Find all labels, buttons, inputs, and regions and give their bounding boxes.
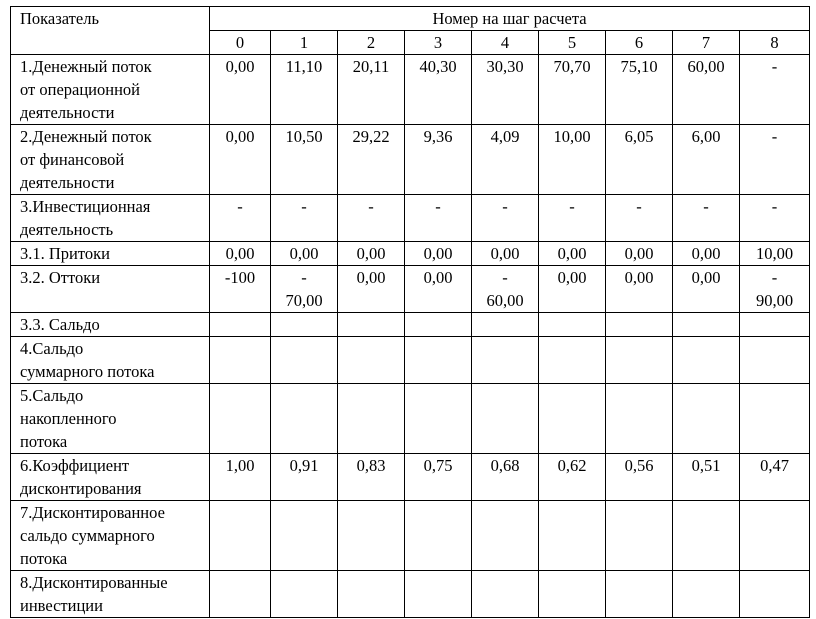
table-cell: 0,00 [271, 242, 338, 266]
row-label: 3.2. Оттоки [11, 266, 210, 313]
table-cell: - [405, 195, 472, 242]
table-cell [405, 313, 472, 337]
table-cell: 70,70 [539, 55, 606, 125]
step-header-7: 7 [673, 31, 740, 55]
table-cell: 0,83 [338, 454, 405, 501]
table-cell [472, 313, 539, 337]
table-cell [472, 501, 539, 571]
table-cell: 0,00 [338, 266, 405, 313]
table-cell [271, 501, 338, 571]
table-cell [740, 501, 810, 571]
table-cell: - [673, 195, 740, 242]
table-cell: 10,50 [271, 125, 338, 195]
table-cell: - [740, 55, 810, 125]
table-cell: - 60,00 [472, 266, 539, 313]
table-cell [539, 337, 606, 384]
table-cell: 0,00 [210, 125, 271, 195]
table-row [11, 313, 810, 337]
table-cell [210, 384, 271, 454]
table-cell [405, 384, 472, 454]
table-cell [338, 337, 405, 384]
table-cell [472, 384, 539, 454]
table-cell [539, 501, 606, 571]
table-cell: 0,00 [606, 242, 673, 266]
table-cell [606, 501, 673, 571]
table-cell: 10,00 [740, 242, 810, 266]
table-row [11, 337, 810, 384]
table-cell [338, 571, 405, 618]
row-label: 3.3. Сальдо [11, 313, 210, 337]
table-cell [673, 337, 740, 384]
table-cell [271, 337, 338, 384]
table-cell [740, 571, 810, 618]
indicator-header: Показатель [11, 7, 210, 55]
table-cell: 30,30 [472, 55, 539, 125]
table-cell [740, 384, 810, 454]
row-label: 5.Сальдо накопленного потока [11, 384, 210, 454]
table-cell [606, 571, 673, 618]
table-cell: 0,91 [271, 454, 338, 501]
table-cell [338, 501, 405, 571]
table-cell [405, 571, 472, 618]
table-cell [673, 501, 740, 571]
table-row [11, 242, 810, 266]
table-cell [539, 313, 606, 337]
step-header-5: 5 [539, 31, 606, 55]
table-cell [606, 313, 673, 337]
table-cell: - 70,00 [271, 266, 338, 313]
table-cell: - [472, 195, 539, 242]
header-row [11, 7, 810, 31]
table-cell: 9,36 [405, 125, 472, 195]
table-cell [405, 501, 472, 571]
table-cell [338, 313, 405, 337]
table-cell [740, 337, 810, 384]
table-cell [673, 571, 740, 618]
table-cell: 0,00 [405, 242, 472, 266]
step-header-8: 8 [740, 31, 810, 55]
table-cell [539, 384, 606, 454]
table-cell: 60,00 [673, 55, 740, 125]
table-cell: 0,00 [673, 266, 740, 313]
row-label: 7.Дисконтированное сальдо суммарного потока [11, 501, 210, 571]
table-cell: 0,00 [338, 242, 405, 266]
table-cell: 20,11 [338, 55, 405, 125]
table-cell [606, 337, 673, 384]
table-cell: 0,00 [210, 242, 271, 266]
table-cell: - [740, 195, 810, 242]
table-cell: 75,10 [606, 55, 673, 125]
table-cell [210, 337, 271, 384]
step-header-6: 6 [606, 31, 673, 55]
step-header-3: 3 [405, 31, 472, 55]
table-cell [539, 571, 606, 618]
table-cell [472, 571, 539, 618]
table-cell: 40,30 [405, 55, 472, 125]
table-cell: - 90,00 [740, 266, 810, 313]
table-row [11, 501, 810, 571]
table-cell: 0,75 [405, 454, 472, 501]
table-cell [606, 384, 673, 454]
table-cell: 1,00 [210, 454, 271, 501]
table-cell: 0,68 [472, 454, 539, 501]
table-cell [210, 313, 271, 337]
table-cell [740, 313, 810, 337]
table-cell [338, 384, 405, 454]
step-header-1: 1 [271, 31, 338, 55]
table-cell: 0,00 [673, 242, 740, 266]
table-row [11, 195, 810, 242]
table-cell [210, 501, 271, 571]
table-cell [405, 337, 472, 384]
table-row [11, 454, 810, 501]
table-row [11, 125, 810, 195]
row-label: 3.1. Притоки [11, 242, 210, 266]
table-cell: 0,00 [472, 242, 539, 266]
table-row [11, 266, 810, 313]
table-cell: 0,51 [673, 454, 740, 501]
table-cell: - [338, 195, 405, 242]
table-cell [673, 313, 740, 337]
row-label: 6.Коэффициент дисконтирования [11, 454, 210, 501]
row-label: 2.Денежный поток от финансовой деятельности [11, 125, 210, 195]
table-cell [210, 571, 271, 618]
table-cell: 0,56 [606, 454, 673, 501]
row-label: 1.Денежный поток от операционной деятельности [11, 55, 210, 125]
table-cell: 6,05 [606, 125, 673, 195]
step-header-0: 0 [210, 31, 271, 55]
table-cell: 10,00 [539, 125, 606, 195]
table-cell: 11,10 [271, 55, 338, 125]
step-group-header: Номер на шаг расчета [210, 7, 810, 31]
table-cell: - [210, 195, 271, 242]
step-header-2: 2 [338, 31, 405, 55]
table-cell [271, 384, 338, 454]
table-cell: 0,00 [539, 266, 606, 313]
table-cell [673, 384, 740, 454]
table-cell: -100 [210, 266, 271, 313]
table-cell: 29,22 [338, 125, 405, 195]
table-cell: 6,00 [673, 125, 740, 195]
table-cell: - [606, 195, 673, 242]
table-cell: 0,00 [405, 266, 472, 313]
row-label: 4.Сальдо суммарного потока [11, 337, 210, 384]
table-cell [271, 571, 338, 618]
table-cell: 0,62 [539, 454, 606, 501]
table-row [11, 55, 810, 125]
table-row [11, 571, 810, 618]
table-cell [472, 337, 539, 384]
table-row [11, 384, 810, 454]
table-cell: 0,00 [210, 55, 271, 125]
table-cell: 0,00 [606, 266, 673, 313]
table-cell [271, 313, 338, 337]
step-header-4: 4 [472, 31, 539, 55]
row-label: 3.Инвестиционная деятельность [11, 195, 210, 242]
table-cell: - [740, 125, 810, 195]
table-cell: - [271, 195, 338, 242]
table-cell: - [539, 195, 606, 242]
table-cell: 0,47 [740, 454, 810, 501]
row-label: 8.Дисконтированные инвестиции [11, 571, 210, 618]
table-cell: 4,09 [472, 125, 539, 195]
cash-flow-table [10, 6, 810, 618]
table-cell: 0,00 [539, 242, 606, 266]
